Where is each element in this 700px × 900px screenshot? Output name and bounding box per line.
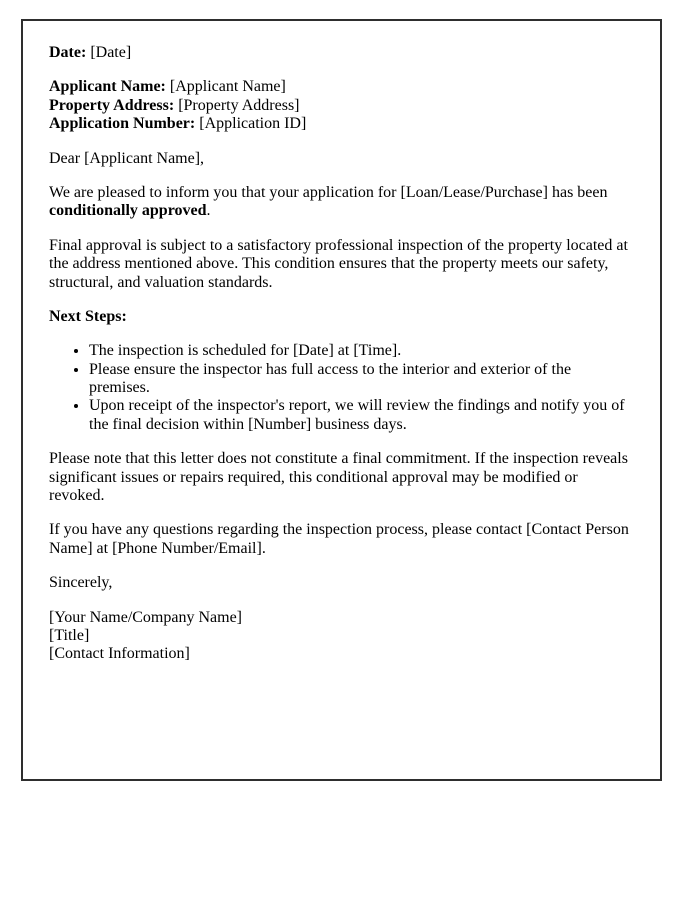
signature-block <box>49 609 634 664</box>
intro-post: . <box>206 202 211 220</box>
salutation: Dear [Applicant Name], <box>49 149 205 167</box>
condition-paragraph: Final approval is subject to a satisfactory professional inspection of the property located at the address mentioned above. This condition ensures that the property meets our safety, structural, and valuation standards. <box>49 236 628 291</box>
intro-bold: conditionally approved <box>49 202 207 220</box>
property-address-value: [Property Address] <box>178 96 300 114</box>
closing: Sincerely, <box>49 574 113 592</box>
list-item: • Upon receipt of the inspector's report, we will review the findings and notify you of the final decision within [Number] business days. <box>89 397 634 434</box>
next-steps-list <box>49 342 634 434</box>
intro-paragraph <box>49 184 634 221</box>
date-label: Date: <box>49 44 87 61</box>
signature-name: [Your Name/Company Name] <box>49 608 243 626</box>
signature-contact: [Contact Information] <box>49 645 190 663</box>
next-steps-heading: Next Steps: <box>49 307 127 325</box>
application-number-label: Application Number: <box>49 115 196 133</box>
letter-page <box>21 19 662 781</box>
applicant-info-block <box>49 78 634 133</box>
list-item: • Please ensure the inspector has full access to the interior and exterior of the premises. <box>89 361 634 398</box>
application-number-value: [Application ID] <box>199 115 307 133</box>
applicant-name-value: [Applicant Name] <box>169 78 286 96</box>
date-line: Date: [Date] <box>49 44 132 61</box>
intro-pre: We are pleased to inform you that your application for [Loan/Lease/Purchase] has been <box>49 183 608 201</box>
list-item: • The inspection is scheduled for [Date] at [Time]. <box>89 342 634 360</box>
property-address-label: Property Address: <box>49 96 175 114</box>
note-paragraph: Please note that this letter does not constitute a final commitment. If the inspection reveals significant issues or repairs required, this conditional approval may be modified or revoked. <box>49 450 628 505</box>
signature-title: [Title] <box>49 626 90 644</box>
contact-paragraph: If you have any questions regarding the inspection process, please contact [Contact Person Name] at [Phone Number/Email]. <box>49 521 629 557</box>
applicant-name-label: Applicant Name: <box>49 78 166 96</box>
